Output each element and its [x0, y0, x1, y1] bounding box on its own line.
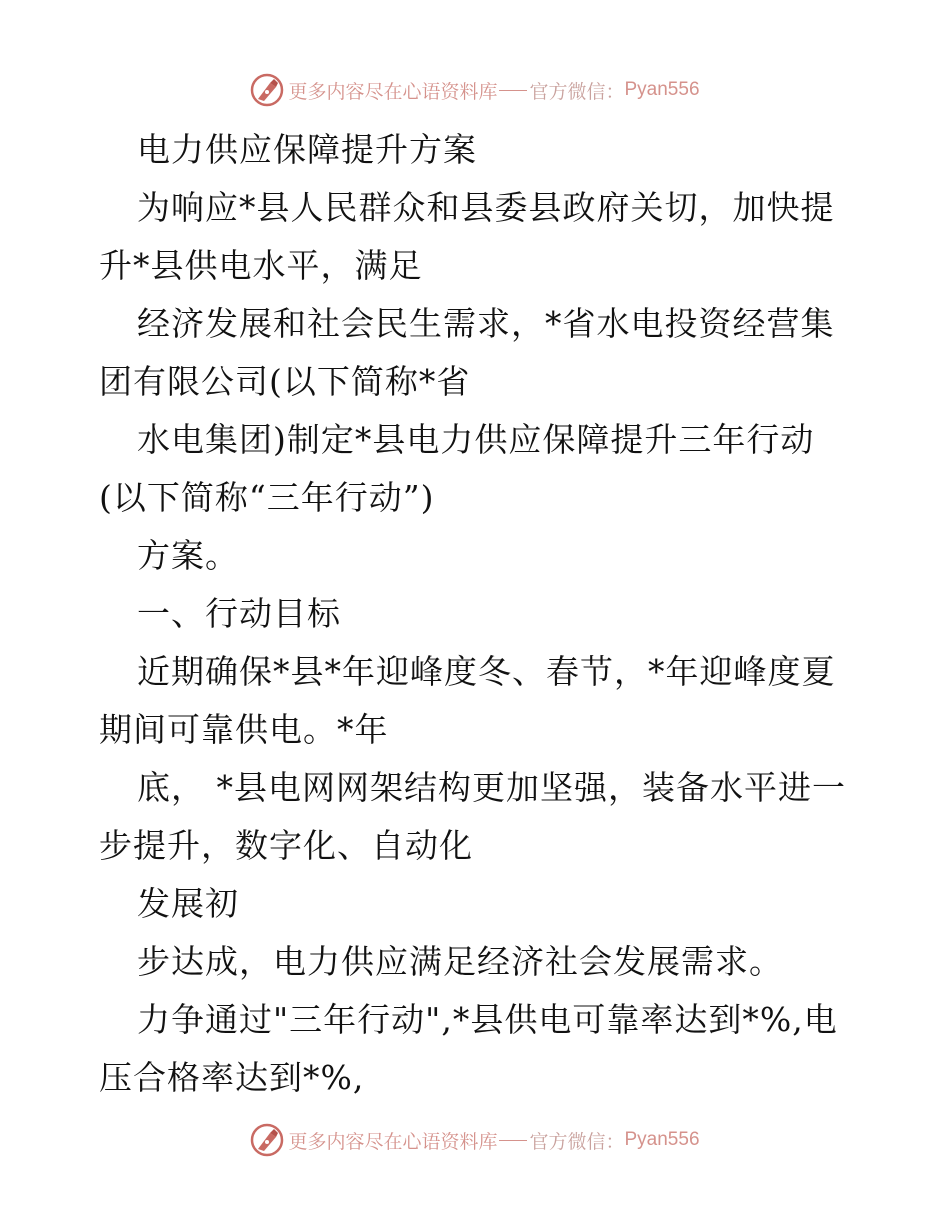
text-line: 升*县供电水平，满足 [99, 246, 423, 285]
text-line: 水电集团)制定*县电力供应保障提升三年行动 [137, 420, 815, 459]
pen-nib-logo-icon [250, 73, 284, 107]
text-line: 方案。 [137, 536, 239, 575]
footer-watermark-banner [0, 1120, 950, 1160]
banner-text: 更多内容尽在心语资料库 [288, 80, 498, 103]
text-line: 团有限公司(以下简称*省 [99, 362, 471, 401]
pen-nib-logo-icon [250, 1123, 284, 1157]
text-line: 力争通过"三年行动",*县供电可靠率达到*%,电 [137, 1000, 838, 1039]
banner-dash [499, 90, 527, 91]
text-line: 发展初 [137, 884, 239, 923]
text-line: 经济发展和社会民生需求，*省水电投资经营集 [137, 304, 835, 343]
text-line: (以下简称“三年行动”) [99, 478, 435, 517]
banner-wechat-id: Pyan556 [624, 1129, 700, 1150]
banner-wechat-id: Pyan556 [624, 79, 700, 100]
document-title: 电力供应保障提升方案 [137, 130, 477, 169]
text-line: 步提升，数字化、自动化 [99, 826, 473, 865]
banner-text: 更多内容尽在心语资料库 [288, 1130, 498, 1153]
section-heading: 一、行动目标 [137, 594, 341, 633]
banner-dash [499, 1140, 527, 1141]
text-line: 压合格率达到*%, [99, 1058, 365, 1097]
text-line: 底， *县电网网架结构更加坚强，装备水平进一 [137, 768, 846, 807]
banner-wechat-label: 官方微信： [529, 1130, 625, 1153]
banner-wechat-label: 官方微信： [529, 80, 625, 103]
text-line: 期间可靠供电。*年 [99, 710, 389, 749]
header-watermark-banner [0, 70, 950, 110]
text-line: 步达成，电力供应满足经济社会发展需求。 [137, 942, 783, 981]
text-line: 为响应*县人民群众和县委县政府关切，加快提 [137, 188, 835, 227]
text-line: 近期确保*县*年迎峰度冬、春节，*年迎峰度夏 [137, 652, 836, 691]
